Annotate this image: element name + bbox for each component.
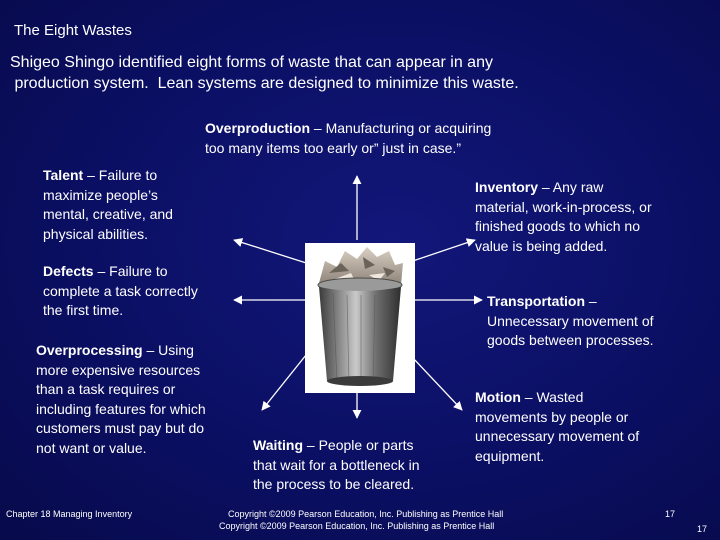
waste-text: finished goods to which no [475,218,640,234]
waste-text: physical abilities. [43,225,149,242]
waste-text: – Failure to [93,263,168,279]
waste-text: equipment. [475,447,545,464]
waste-text: – Using [142,342,194,358]
waste-text: the first time. [43,302,124,318]
waste-text: value is being added. [475,237,608,254]
waste-text: – Any raw [538,179,604,195]
waste-text: material, work-in-process, or [475,198,652,215]
footer-copyright-2: Copyright ©2009 Pearson Education, Inc. Publishing as Prentice Hall [219,521,495,531]
waste-overproduction [205,119,491,158]
waste-text: the process to be cleared. [253,476,415,492]
intro-line-1: Shigeo Shingo identified eight forms of waste that can appear in any [10,54,493,71]
waste-term: Inventory [475,179,539,195]
waste-text: complete a task correctly [43,282,198,299]
trash-can-image [305,243,415,393]
waste-text: – [585,293,597,309]
waste-text: too many items too early or” just in case.” [205,139,461,156]
waste-term: Transportation [487,293,586,309]
waste-text: movements by people or [475,408,629,425]
waste-text: not want or value. [36,439,147,456]
waste-text: – People or parts [303,437,414,453]
waste-term: Waiting [253,437,304,453]
waste-text: Unnecessary movement of [487,312,654,329]
intro-line-2: production system. Lean systems are designed to minimize this waste. [10,75,519,92]
waste-text: customers must pay but do [36,420,205,436]
waste-text: mental, creative, and [43,206,173,222]
waste-text: more expensive resources [36,361,201,378]
waste-term: Talent [43,167,84,183]
waste-text: than a task requires or [36,381,176,397]
waste-text: maximize people’s [43,186,158,203]
footer-chapter: Chapter 18 Managing Inventory [6,509,133,519]
waste-term: Defects [43,263,94,279]
waste-text: – Failure to [83,167,158,183]
waste-text: – Manufacturing or acquiring [310,120,492,136]
slide-title: The Eight Wastes [14,22,132,39]
waste-talent [43,166,173,244]
footer-copyright-1: Copyright ©2009 Pearson Education, Inc. Publishing as Prentice Hall [228,509,504,519]
waste-text: unnecessary movement of [475,428,640,444]
waste-waiting [253,436,420,495]
waste-overprocessing [36,341,206,458]
waste-term: Motion [475,389,521,405]
waste-text: – Wasted [520,389,584,405]
footer-page-number-1: 17 [665,509,676,519]
footer-page-number-2: 17 [697,524,708,534]
waste-motion [475,388,639,466]
waste-text: that wait for a bottleneck in [253,456,420,473]
waste-term: Overproduction [205,120,311,136]
waste-text: including features for which [36,400,206,417]
waste-inventory [475,178,652,256]
waste-transportation [487,292,654,351]
trash-can-icon [305,243,415,393]
waste-defects [43,262,198,321]
waste-term: Overprocessing [36,342,143,358]
waste-text: goods between processes. [487,332,654,348]
